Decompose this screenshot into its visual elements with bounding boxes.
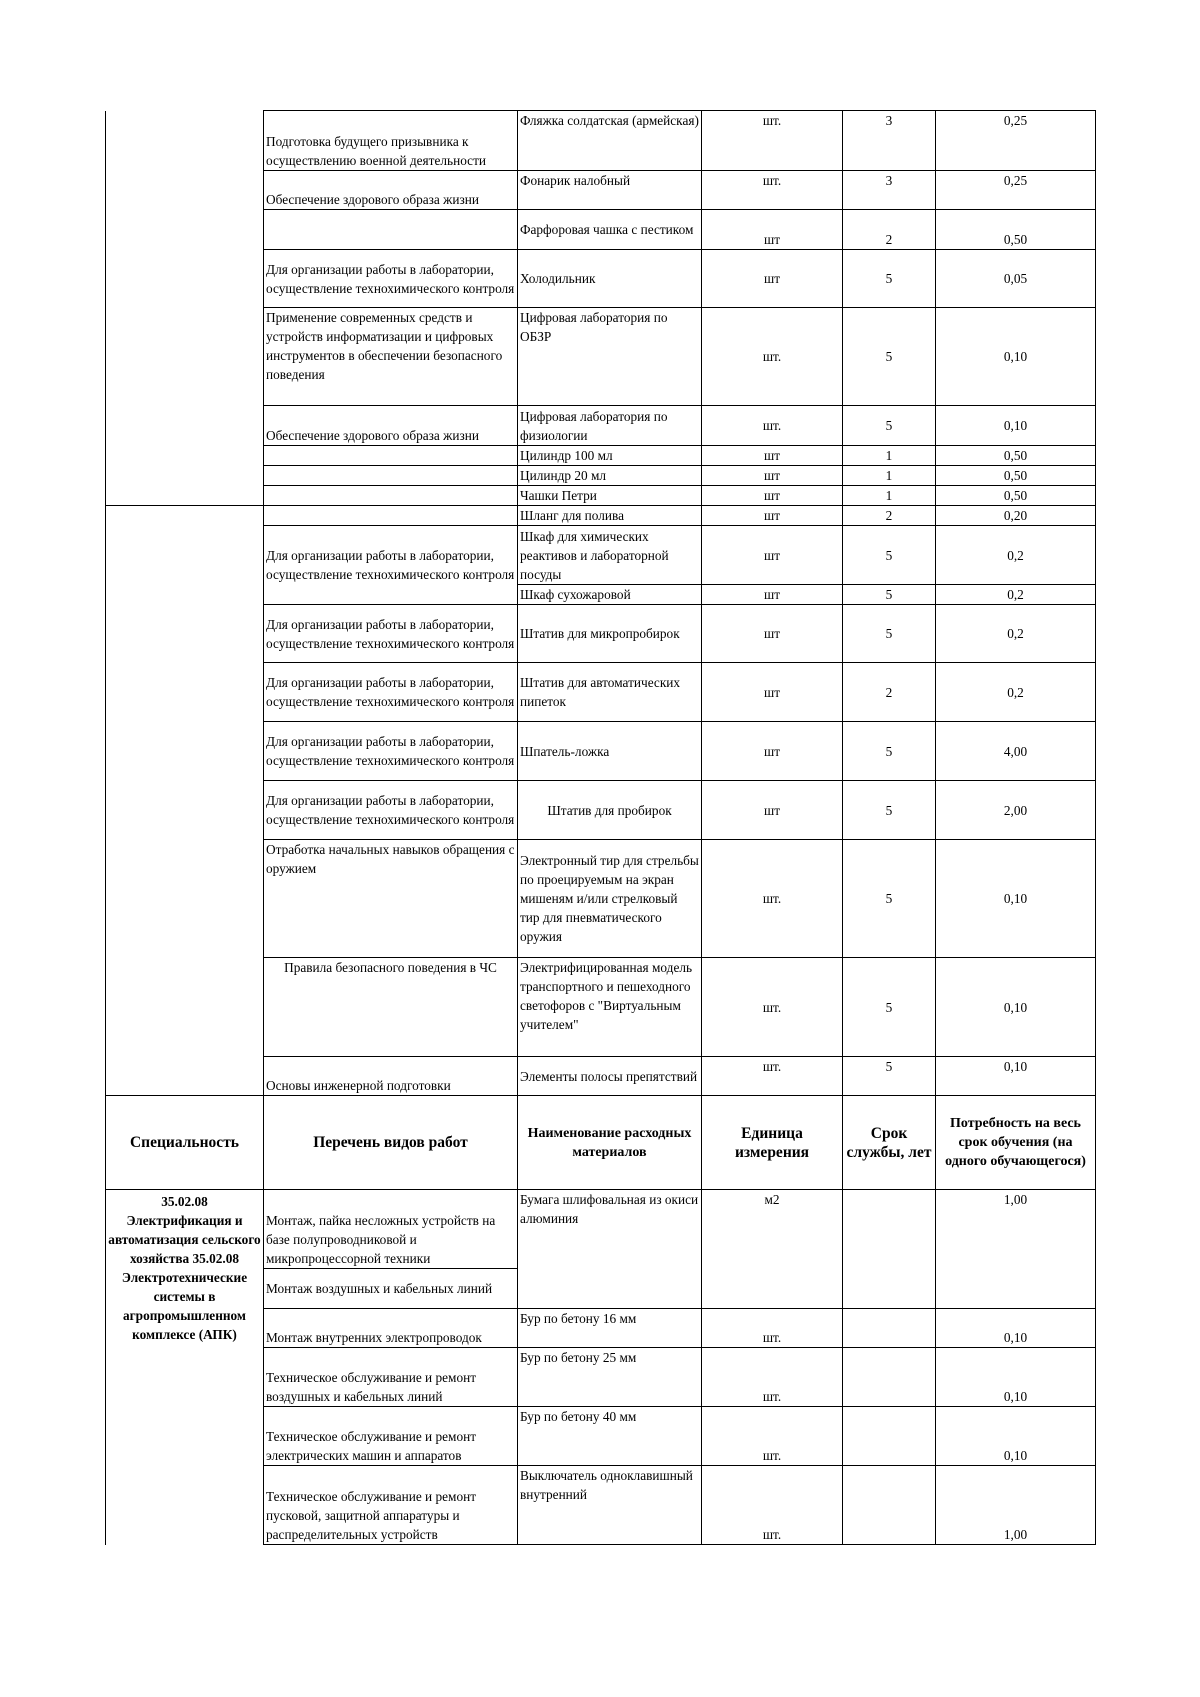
work-cell: Монтаж воздушных и кабельных линий xyxy=(264,1269,518,1309)
material-cell: Цилиндр 100 мл xyxy=(518,446,702,466)
unit-cell: шт. xyxy=(702,1466,843,1545)
term-cell xyxy=(843,1309,936,1348)
work-cell: Техническое обслуживание и ремонт электрических машин и аппаратов xyxy=(264,1407,518,1466)
material-cell: Элементы полосы препятствий xyxy=(518,1057,702,1096)
unit-cell: шт. xyxy=(702,406,843,446)
need-cell: 4,00 xyxy=(936,722,1096,781)
term-cell: 5 xyxy=(843,308,936,406)
table-row xyxy=(106,506,1096,526)
unit-cell: шт xyxy=(702,466,843,486)
need-cell: 0,10 xyxy=(936,406,1096,446)
material-cell: Бур по бетону 25 мм xyxy=(518,1348,702,1407)
term-cell: 5 xyxy=(843,781,936,840)
work-cell: Обеспечение здорового образа жизни xyxy=(264,171,518,210)
term-cell xyxy=(843,1407,936,1466)
need-cell: 0,10 xyxy=(936,1407,1096,1466)
unit-cell: шт xyxy=(702,781,843,840)
work-cell xyxy=(264,210,518,250)
need-cell: 0,2 xyxy=(936,663,1096,722)
need-cell: 0,2 xyxy=(936,605,1096,663)
unit-cell: шт xyxy=(702,605,843,663)
unit-cell: шт. xyxy=(702,1057,843,1096)
work-cell: Техническое обслуживание и ремонт пусковой, защитной аппаратуры и распределительных устройств xyxy=(264,1466,518,1545)
table-header-row xyxy=(106,1096,1096,1190)
specialty-cell xyxy=(106,506,264,1096)
material-cell: Шкаф сухожаровой xyxy=(518,585,702,605)
specialty-cell: 35.02.08 Электрификация и автоматизация сельского хозяйства 35.02.08 Электротехнические системы в агропромышленном комплексе (АПК) xyxy=(106,1190,264,1545)
term-cell: 3 xyxy=(843,171,936,210)
need-cell: 0,2 xyxy=(936,585,1096,605)
need-cell: 0,10 xyxy=(936,308,1096,406)
work-cell: Обеспечение здорового образа жизни xyxy=(264,406,518,446)
material-cell: Фляжка солдатская (армейская) xyxy=(518,111,702,171)
unit-cell: шт xyxy=(702,663,843,722)
need-cell: 0,50 xyxy=(936,486,1096,506)
work-cell: Монтаж, пайка несложных устройств на базе полупроводниковой и микропроцессорной техники xyxy=(264,1190,518,1269)
work-cell: Применение современных средств и устройств информатизации и цифровых инструментов в обеспечении безопасного поведения xyxy=(264,308,518,406)
unit-cell: шт xyxy=(702,250,843,308)
unit-cell: шт. xyxy=(702,840,843,958)
material-cell: Бур по бетону 40 мм xyxy=(518,1407,702,1466)
header-term: Срок службы, лет xyxy=(843,1096,936,1190)
need-cell: 0,50 xyxy=(936,210,1096,250)
term-cell: 1 xyxy=(843,486,936,506)
work-cell: Монтаж внутренних электропроводок xyxy=(264,1309,518,1348)
term-cell xyxy=(843,1348,936,1407)
unit-cell: шт xyxy=(702,722,843,781)
unit-cell: шт xyxy=(702,526,843,585)
need-cell: 0,50 xyxy=(936,446,1096,466)
header-need: Потребность на весь срок обучения (на одного обучающегося) xyxy=(936,1096,1096,1190)
unit-cell: шт xyxy=(702,446,843,466)
material-cell: Цифровая лаборатория по ОБЗР xyxy=(518,308,702,406)
work-cell: Для организации работы в лаборатории, осуществление технохимического контроля xyxy=(264,250,518,308)
need-cell: 0,25 xyxy=(936,111,1096,171)
work-cell: Правила безопасного поведения в ЧС xyxy=(264,958,518,1057)
unit-cell: шт xyxy=(702,210,843,250)
unit-cell: м2 xyxy=(702,1190,843,1309)
unit-cell: шт. xyxy=(702,1309,843,1348)
need-cell: 0,25 xyxy=(936,171,1096,210)
need-cell: 0,10 xyxy=(936,1348,1096,1407)
term-cell: 5 xyxy=(843,585,936,605)
header-unit: Единица измерения xyxy=(702,1096,843,1190)
work-cell: Основы инженерной подготовки xyxy=(264,1057,518,1096)
term-cell: 1 xyxy=(843,446,936,466)
unit-cell: шт. xyxy=(702,171,843,210)
unit-cell: шт. xyxy=(702,1407,843,1466)
header-specialty: Специальность xyxy=(106,1096,264,1190)
unit-cell: шт xyxy=(702,486,843,506)
header-materials: Наименование расходных материалов xyxy=(518,1096,702,1190)
material-cell: Бур по бетону 16 мм xyxy=(518,1309,702,1348)
need-cell: 1,00 xyxy=(936,1466,1096,1545)
work-cell: Для организации работы в лаборатории, осуществление технохимического контроля xyxy=(264,663,518,722)
work-cell: Для организации работы в лаборатории, осуществление технохимического контроля xyxy=(264,605,518,663)
term-cell: 2 xyxy=(843,210,936,250)
work-cell: Подготовка будущего призывника к осуществлению военной деятельности xyxy=(264,111,518,171)
specialty-cell xyxy=(106,111,264,506)
need-cell: 0,50 xyxy=(936,466,1096,486)
need-cell: 1,00 xyxy=(936,1190,1096,1309)
term-cell: 5 xyxy=(843,250,936,308)
material-cell: Шланг для полива xyxy=(518,506,702,526)
need-cell: 0,10 xyxy=(936,1057,1096,1096)
term-cell: 5 xyxy=(843,526,936,585)
material-cell: Фонарик налобный xyxy=(518,171,702,210)
work-cell: Для организации работы в лаборатории, осуществление технохимического контроля xyxy=(264,781,518,840)
need-cell: 0,10 xyxy=(936,1309,1096,1348)
table-row xyxy=(106,1190,1096,1230)
term-cell: 2 xyxy=(843,506,936,526)
need-cell: 2,00 xyxy=(936,781,1096,840)
need-cell: 0,10 xyxy=(936,958,1096,1057)
unit-cell: шт. xyxy=(702,958,843,1057)
work-cell: Техническое обслуживание и ремонт воздушных и кабельных линий xyxy=(264,1348,518,1407)
material-cell: Электрифицированная модель транспортного и пешеходного светофоров с "Виртуальным учителем" xyxy=(518,958,702,1057)
material-cell: Чашки Петри xyxy=(518,486,702,506)
material-cell: Бумага шлифовальная из окиси алюминия xyxy=(518,1190,702,1309)
term-cell: 2 xyxy=(843,663,936,722)
table-row xyxy=(106,111,1096,171)
unit-cell: шт. xyxy=(702,111,843,171)
unit-cell: шт. xyxy=(702,308,843,406)
material-cell: Штатив для микропробирок xyxy=(518,605,702,663)
work-cell xyxy=(264,486,518,506)
material-cell: Шкаф для химических реактивов и лабораторной посуды xyxy=(518,526,702,585)
need-cell: 0,20 xyxy=(936,506,1096,526)
material-cell: Электронный тир для стрельбы по проецируемым на экран мишеням и/или стрелковый тир для пневматического оружия xyxy=(518,840,702,958)
term-cell: 5 xyxy=(843,406,936,446)
term-cell: 5 xyxy=(843,722,936,781)
material-cell: Фарфоровая чашка с пестиком xyxy=(518,210,702,250)
term-cell: 5 xyxy=(843,605,936,663)
term-cell: 1 xyxy=(843,466,936,486)
work-cell xyxy=(264,446,518,466)
work-cell: Для организации работы в лаборатории, осуществление технохимического контроля xyxy=(264,722,518,781)
term-cell xyxy=(843,1466,936,1545)
unit-cell: шт xyxy=(702,506,843,526)
material-cell: Цифровая лаборатория по физиологии xyxy=(518,406,702,446)
work-cell xyxy=(264,466,518,486)
material-cell: Холодильник xyxy=(518,250,702,308)
term-cell: 5 xyxy=(843,958,936,1057)
material-cell: Выключатель одноклавишный внутренний xyxy=(518,1466,702,1545)
need-cell: 0,05 xyxy=(936,250,1096,308)
term-cell: 5 xyxy=(843,840,936,958)
material-cell: Шпатель-ложка xyxy=(518,722,702,781)
need-cell: 0,10 xyxy=(936,840,1096,958)
equipment-table xyxy=(105,110,1096,1545)
header-works: Перечень видов работ xyxy=(264,1096,518,1190)
material-cell: Цилиндр 20 мл xyxy=(518,466,702,486)
term-cell: 5 xyxy=(843,1057,936,1096)
need-cell: 0,2 xyxy=(936,526,1096,585)
work-cell: Для организации работы в лаборатории, осуществление технохимического контроля xyxy=(264,526,518,605)
unit-cell: шт. xyxy=(702,1348,843,1407)
work-cell: Отработка начальных навыков обращения с оружием xyxy=(264,840,518,958)
material-cell: Штатив для автоматических пипеток xyxy=(518,663,702,722)
term-cell: 3 xyxy=(843,111,936,171)
term-cell xyxy=(843,1190,936,1309)
material-cell: Штатив для пробирок xyxy=(518,781,702,840)
work-cell xyxy=(264,506,518,526)
unit-cell: шт xyxy=(702,585,843,605)
